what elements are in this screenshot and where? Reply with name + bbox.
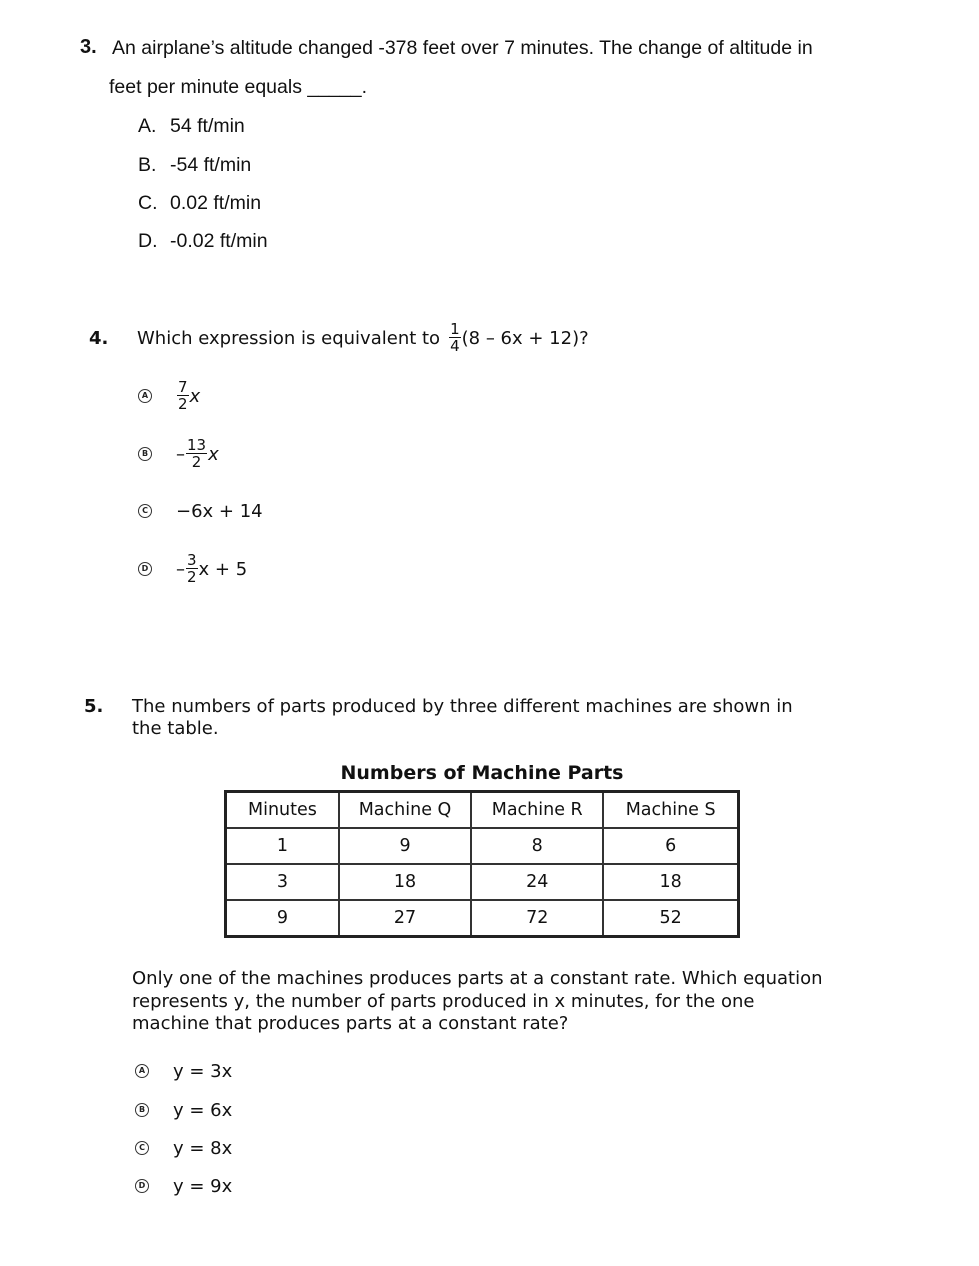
question-3-option-a[interactable] — [138, 115, 245, 138]
header-machine-r: Machine R — [471, 792, 603, 829]
option-letter: B. — [138, 154, 157, 176]
option-expression: x + 5 — [198, 558, 248, 580]
header-minutes: Minutes — [226, 792, 339, 829]
machine-parts-table — [224, 790, 740, 938]
header-machine-q: Machine Q — [339, 792, 471, 829]
option-variable: x — [208, 443, 219, 465]
table-row — [226, 828, 739, 864]
header-machine-s: Machine S — [603, 792, 738, 829]
question-5-prompt-line-1: Only one of the machines produces parts at a constant rate. Which equation — [132, 968, 823, 989]
stem-fraction — [449, 322, 461, 354]
fraction-numerator: 7 — [178, 378, 188, 396]
question-3-option-d[interactable] — [138, 230, 268, 253]
option-fraction — [186, 553, 198, 585]
fraction-denominator: 2 — [187, 568, 197, 586]
answer-bubble-a[interactable]: A — [135, 1064, 149, 1078]
question-3-number: 3. — [80, 36, 97, 58]
question-5-number: 5. — [84, 696, 104, 717]
table-cell: 18 — [339, 864, 471, 900]
question-5-option-a[interactable] — [135, 1059, 232, 1083]
table-cell: 9 — [226, 900, 339, 937]
option-letter: D. — [138, 230, 158, 252]
option-letter: A. — [138, 115, 157, 137]
option-text: -0.02 ft/min — [170, 230, 268, 252]
answer-bubble-a[interactable]: A — [138, 389, 152, 403]
stem-suffix: (8 – 6x + 12)? — [461, 327, 589, 349]
option-equation: y = 6x — [173, 1099, 233, 1121]
question-5-intro-line-2: the table. — [132, 718, 219, 739]
question-5-intro-line-1: The numbers of parts produced by three different machines are shown in — [132, 696, 793, 717]
fraction-numerator: 1 — [450, 320, 460, 338]
answer-bubble-c[interactable]: C — [135, 1141, 149, 1155]
table-cell: 72 — [471, 900, 603, 937]
sign: – — [176, 558, 185, 580]
table-cell: 27 — [339, 900, 471, 937]
table-cell: 1 — [226, 828, 339, 864]
table-cell: 24 — [471, 864, 603, 900]
question-5-prompt-line-2: represents y, the number of parts produced in x minutes, for the one — [132, 991, 755, 1012]
option-text: −6x + 14 — [176, 500, 263, 522]
table-cell: 8 — [471, 828, 603, 864]
question-4-option-d[interactable] — [138, 551, 247, 587]
answer-bubble-b[interactable]: B — [138, 447, 152, 461]
question-3-stem-line-1: An airplane’s altitude changed -378 feet over 7 minutes. The change of altitude in — [112, 37, 813, 59]
sign: – — [176, 443, 185, 465]
question-4-option-c[interactable] — [138, 499, 263, 523]
question-5-option-c[interactable] — [135, 1136, 232, 1160]
answer-bubble-d[interactable]: D — [135, 1179, 149, 1193]
question-5-option-b[interactable] — [135, 1098, 232, 1122]
answer-bubble-b[interactable]: B — [135, 1103, 149, 1117]
table-cell: 18 — [603, 864, 738, 900]
table-cell: 52 — [603, 900, 738, 937]
option-variable: x — [189, 385, 201, 407]
answer-bubble-c[interactable]: C — [138, 504, 152, 518]
option-text: 0.02 ft/min — [170, 192, 262, 214]
option-fraction — [186, 438, 207, 470]
table-row — [226, 864, 739, 900]
question-3-stem-line-2: feet per minute equals _____. — [109, 76, 368, 98]
question-3-option-b[interactable] — [138, 154, 251, 177]
fraction-denominator: 4 — [450, 337, 460, 355]
question-4-option-a[interactable] — [138, 378, 200, 414]
question-4-option-b[interactable] — [138, 436, 219, 472]
table-cell: 6 — [603, 828, 738, 864]
option-equation: y = 9x — [173, 1175, 233, 1197]
table-title: Numbers of Machine Parts — [340, 762, 624, 784]
fraction-denominator: 2 — [191, 453, 202, 471]
table-cell: 9 — [339, 828, 471, 864]
option-letter: C. — [138, 192, 158, 214]
option-text: -54 ft/min — [170, 154, 252, 176]
question-5-option-d[interactable] — [135, 1174, 232, 1198]
fraction-numerator: 13 — [187, 436, 207, 454]
table-cell: 3 — [226, 864, 339, 900]
option-equation: y = 8x — [173, 1137, 233, 1159]
question-4-stem — [137, 322, 589, 354]
question-3-option-c[interactable] — [138, 192, 261, 215]
fraction-denominator: 2 — [178, 395, 188, 413]
fraction-numerator: 3 — [187, 551, 197, 569]
table-row — [226, 900, 739, 937]
stem-prefix: Which expression is equivalent to — [137, 327, 441, 349]
option-text: 54 ft/min — [170, 115, 245, 137]
question-4-number: 4. — [89, 328, 109, 349]
answer-bubble-d[interactable]: D — [138, 562, 152, 576]
option-equation: y = 3x — [173, 1060, 233, 1082]
table-header-row — [226, 792, 739, 829]
question-5-prompt-line-3: machine that produces parts at a constant rate? — [132, 1013, 569, 1034]
option-fraction — [177, 380, 189, 412]
